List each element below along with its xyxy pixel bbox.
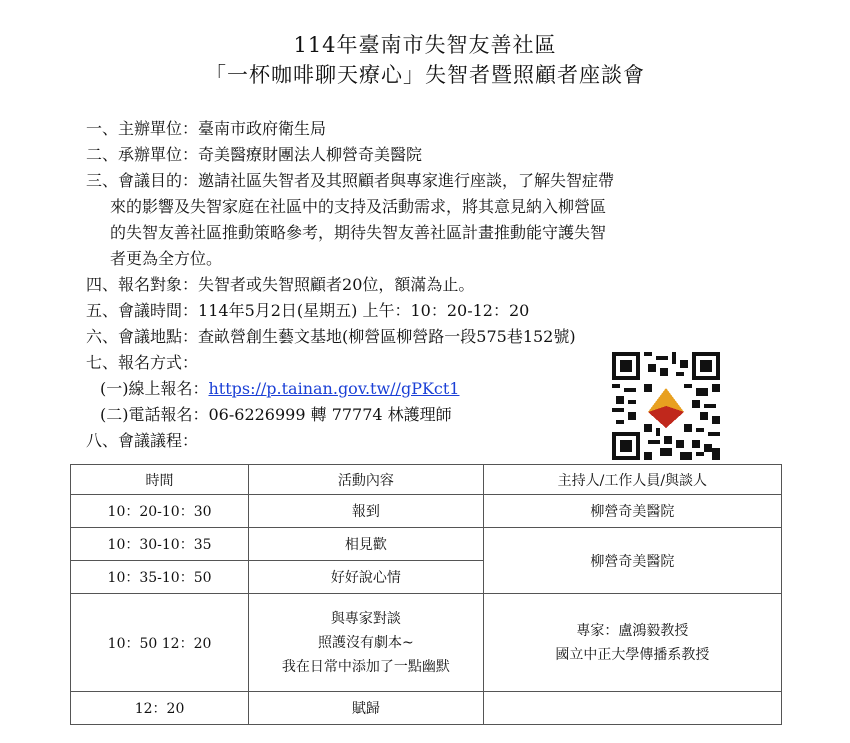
table-row (71, 528, 782, 561)
phone-registration (100, 402, 452, 428)
row-activity (249, 594, 484, 692)
host-line: 專家：盧鴻毅教授 (576, 622, 689, 639)
document-title (0, 30, 850, 90)
purpose-line-1 (86, 168, 746, 194)
item-label: 主辦單位： (118, 119, 199, 138)
qr-code-icon[interactable] (612, 352, 720, 460)
item-number: 八、 (86, 431, 119, 450)
item-number: 三、 (86, 171, 119, 190)
row-host (483, 594, 781, 692)
online-label: (一)線上報名： (100, 379, 209, 398)
item-label: 報名對象： (118, 275, 199, 294)
activity-line: 我在日常中添加了一點幽默 (281, 658, 450, 675)
item-number: 四、 (86, 275, 119, 294)
row-time: 10：30-10：35 (71, 528, 249, 561)
item-time (86, 298, 786, 324)
row-activity: 賦歸 (249, 692, 484, 725)
purpose-text: 邀請社區失智者及其照顧者與專家進行座談，了解失智症帶 (198, 171, 615, 190)
info-list-top (86, 116, 786, 168)
table-row (71, 594, 782, 692)
item-target (86, 272, 786, 298)
row-host (483, 692, 781, 725)
purpose-line-2: 來的影響及失智家庭在社區中的支持及活動需求，將其意見納入柳營區 (110, 197, 607, 216)
activity-line: 與專家對談 (330, 610, 401, 627)
row-activity: 報到 (249, 495, 484, 528)
title-line-1: 114年臺南市失智友善社區 (293, 33, 557, 57)
row-time: 10：35-10：50 (71, 561, 249, 594)
row-host: 柳營奇美醫院 (483, 528, 781, 594)
header-host: 主持人/工作人員/與談人 (483, 465, 781, 495)
item-label: 報名方式： (118, 353, 199, 372)
item-co-organizer (86, 142, 786, 168)
item-value: 114年5月2日(星期五) 上午：10：20-12：20 (198, 301, 530, 320)
item-label: 會議目的： (118, 171, 199, 190)
phone-label: (二)電話報名： (100, 405, 209, 424)
item-value: 奇美醫療財團法人柳營奇美醫院 (198, 145, 423, 164)
row-time: 10：50 12：20 (71, 594, 249, 692)
purpose-line-4: 者更為全方位。 (110, 249, 223, 268)
item-number: 五、 (86, 301, 119, 320)
item-value: 臺南市政府衛生局 (198, 119, 327, 138)
item-number: 七、 (86, 353, 119, 372)
item-value: 查畝營創生藝文基地(柳營區柳營路一段575巷152號) (198, 327, 576, 346)
online-registration (100, 376, 459, 402)
table-row (71, 692, 782, 725)
activity-line: 照護沒有劇本~ (318, 634, 414, 651)
purpose-line-3: 的失智友善社區推動策略參考，期待失智友善社區計畫推動能守護失智 (110, 223, 607, 242)
table-header-row (71, 465, 782, 495)
item-number: 六、 (86, 327, 119, 346)
item-value: 失智者或失智照顧者20位，額滿為止。 (198, 275, 475, 294)
table-row (71, 495, 782, 528)
row-host: 柳營奇美醫院 (483, 495, 781, 528)
item-number: 二、 (86, 145, 119, 164)
row-time: 10：20-10：30 (71, 495, 249, 528)
item-location (86, 324, 786, 350)
item-label: 會議地點： (118, 327, 199, 346)
item-number: 一、 (86, 119, 119, 138)
title-line-2: 「一杯咖啡聊天療心」失智者暨照顧者座談會 (205, 63, 645, 87)
header-time: 時間 (71, 465, 249, 495)
phone-value: 06-6226999 轉 77774 林護理師 (208, 405, 452, 424)
host-line: 國立中正大學傳播系教授 (555, 646, 710, 663)
header-activity: 活動內容 (249, 465, 484, 495)
item-label: 承辦單位： (118, 145, 199, 164)
item-organizer (86, 116, 786, 142)
item-purpose (86, 168, 746, 272)
registration-link[interactable]: https://p.tainan.gov.tw//gPKct1 (208, 379, 460, 398)
item-label: 會議時間： (118, 301, 199, 320)
row-activity: 好好說心情 (249, 561, 484, 594)
agenda-table (70, 464, 782, 725)
row-time: 12：20 (71, 692, 249, 725)
item-label: 會議議程： (118, 431, 199, 450)
row-activity: 相見歡 (249, 528, 484, 561)
